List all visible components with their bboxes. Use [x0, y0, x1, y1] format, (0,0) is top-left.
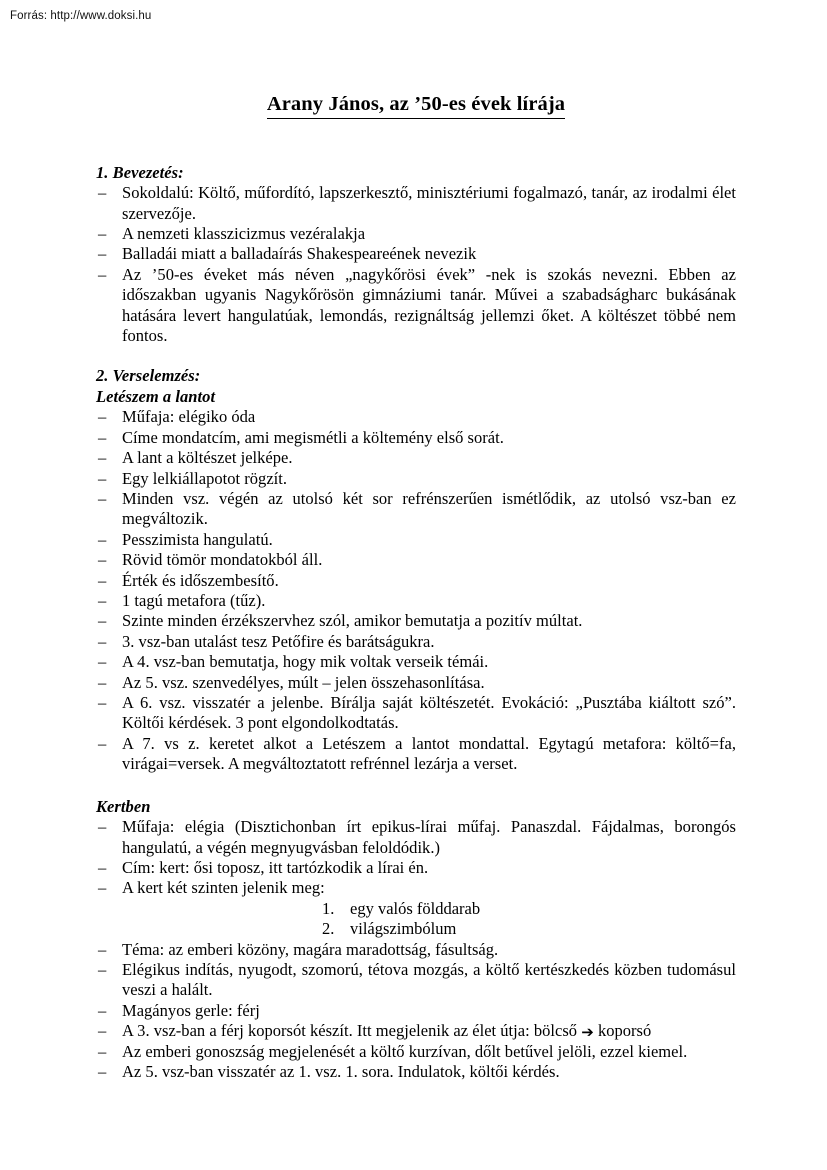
list-item-with-arrow — [96, 1021, 736, 1041]
list-item: – Egy lelkiállapotot rögzít. — [96, 469, 736, 489]
list-item: – Műfaja: elégiko óda — [96, 407, 736, 427]
arrow-item-before: A 3. vsz-ban a férj koporsót készít. Itt megjelenik az élet útja: bölcső — [122, 1021, 582, 1041]
list-kertben-bottom — [96, 940, 736, 1083]
page-title — [96, 92, 736, 119]
sublist-kert-szintek — [96, 899, 736, 940]
poem-spacer — [96, 775, 736, 797]
list-item: – A nemzeti klasszicizmus vezéralakja — [96, 224, 736, 244]
list-item: – Téma: az emberi közöny, magára maradottság, fásultság. — [96, 940, 736, 960]
list-item: – Magányos gerle: férj — [96, 1001, 736, 1021]
arrow-item-after: koporsó — [593, 1021, 652, 1041]
list-item: – Műfaja: elégia (Disztichonban írt epikus-lírai műfaj. Panaszdal. Fájdalmas, borongós hangulatú, a végén megnyugvásban feloldódik.) — [96, 817, 736, 858]
title-spacer — [96, 119, 736, 163]
list-item-label: egy valós földdarab — [350, 898, 481, 918]
list-leteszem — [96, 407, 736, 774]
right-arrow-icon: ➔ — [581, 1023, 594, 1042]
list-item — [96, 899, 736, 919]
document-content — [96, 92, 736, 1082]
list-item: – A lant a költészet jelképe. — [96, 448, 736, 468]
list-item: – A kert két szinten jelenik meg: — [96, 878, 736, 898]
list-item — [96, 919, 736, 939]
list-item: – Sokoldalú: Költő, műfordító, lapszerkesztő, minisztériumi fogalmazó, tanár, az irodalmi élet szervezője. — [96, 183, 736, 224]
list-item: – Az 5. vsz. szenvedélyes, múlt – jelen összehasonlítása. — [96, 673, 736, 693]
list-item: – Cím: kert: ősi toposz, itt tartózkodik a lírai én. — [96, 858, 736, 878]
list-kertben-top — [96, 817, 736, 899]
poem-title-kertben: Kertben — [96, 796, 151, 816]
list-item: – Pesszimista hangulatú. — [96, 530, 736, 550]
list-item: – Az 5. vsz-ban visszatér az 1. vsz. 1. sora. Indulatok, költői kérdés. — [96, 1062, 736, 1082]
list-item: – A 4. vsz-ban bemutatja, hogy mik voltak verseik témái. — [96, 652, 736, 672]
section-heading-verselemzes: 2. Verselemzés: — [96, 366, 201, 386]
list-item: – 3. vsz-ban utalást tesz Petőfire és barátságukra. — [96, 632, 736, 652]
section-spacer — [96, 346, 736, 366]
list-item: – 1 tagú metafora (tűz). — [96, 591, 736, 611]
list-item: – Címe mondatcím, ami megismétli a költemény első sorát. — [96, 428, 736, 448]
list-item: – Az ’50-es éveket más néven „nagykőrösi évek” -nek is szokás nevezni. Ebben az időszakban ugyanis Nagykőrösön gimnáziumi tanár. Művei a szabadságharc bukásának hatására levert hangulatúak, lemondás, rezignáltság jellemzi őket. A költészet többé nem fontos. — [96, 265, 736, 347]
list-item: – Minden vsz. végén az utolsó két sor refrénszerűen ismétlődik, az utolsó vsz-ban ez megváltozik. — [96, 489, 736, 530]
poem-title-leteszem: Letészem a lantot — [96, 386, 216, 406]
list-item-number: 1. — [322, 898, 335, 918]
list-item: – Az emberi gonoszság megjelenését a költő kurzívan, dőlt betűvel jelöli, ezzel kiemel. — [96, 1042, 736, 1062]
section-heading-bevezetes: 1. Bevezetés: — [96, 162, 184, 182]
list-item: – Rövid tömör mondatokból áll. — [96, 550, 736, 570]
list-item: – Balladái miatt a balladaírás Shakespeareének nevezik — [96, 244, 736, 264]
list-item: – A 7. vs z. keretet alkot a Letészem a lantot mondattal. Egytagú metafora: költő=fa, virágai=versek. A megváltoztatott refrénnel lezárja a verset. — [96, 734, 736, 775]
list-item: – Szinte minden érzékszervhez szól, amikor bemutatja a pozitív múltat. — [96, 611, 736, 631]
source-watermark: Forrás: http://www.doksi.hu — [10, 10, 152, 22]
list-item: – Érték és időszembesítő. — [96, 571, 736, 591]
list-item-label: világszimbólum — [350, 919, 457, 939]
list-bevezetes — [96, 183, 736, 346]
list-item-number: 2. — [322, 919, 335, 939]
list-item: – A 6. vsz. visszatér a jelenbe. Bírálja saját költészetét. Evokáció: „Pusztába kiáltott szó”. Költői kérdések. 3 pont elgondolkodtatás. — [96, 693, 736, 734]
page-title-text: Arany János, az ’50-es évek lírája — [267, 92, 565, 119]
list-item: – Elégikus indítás, nyugodt, szomorú, tétova mozgás, a költő kertészkedés közben tudomásul veszi a halált. — [96, 960, 736, 1001]
